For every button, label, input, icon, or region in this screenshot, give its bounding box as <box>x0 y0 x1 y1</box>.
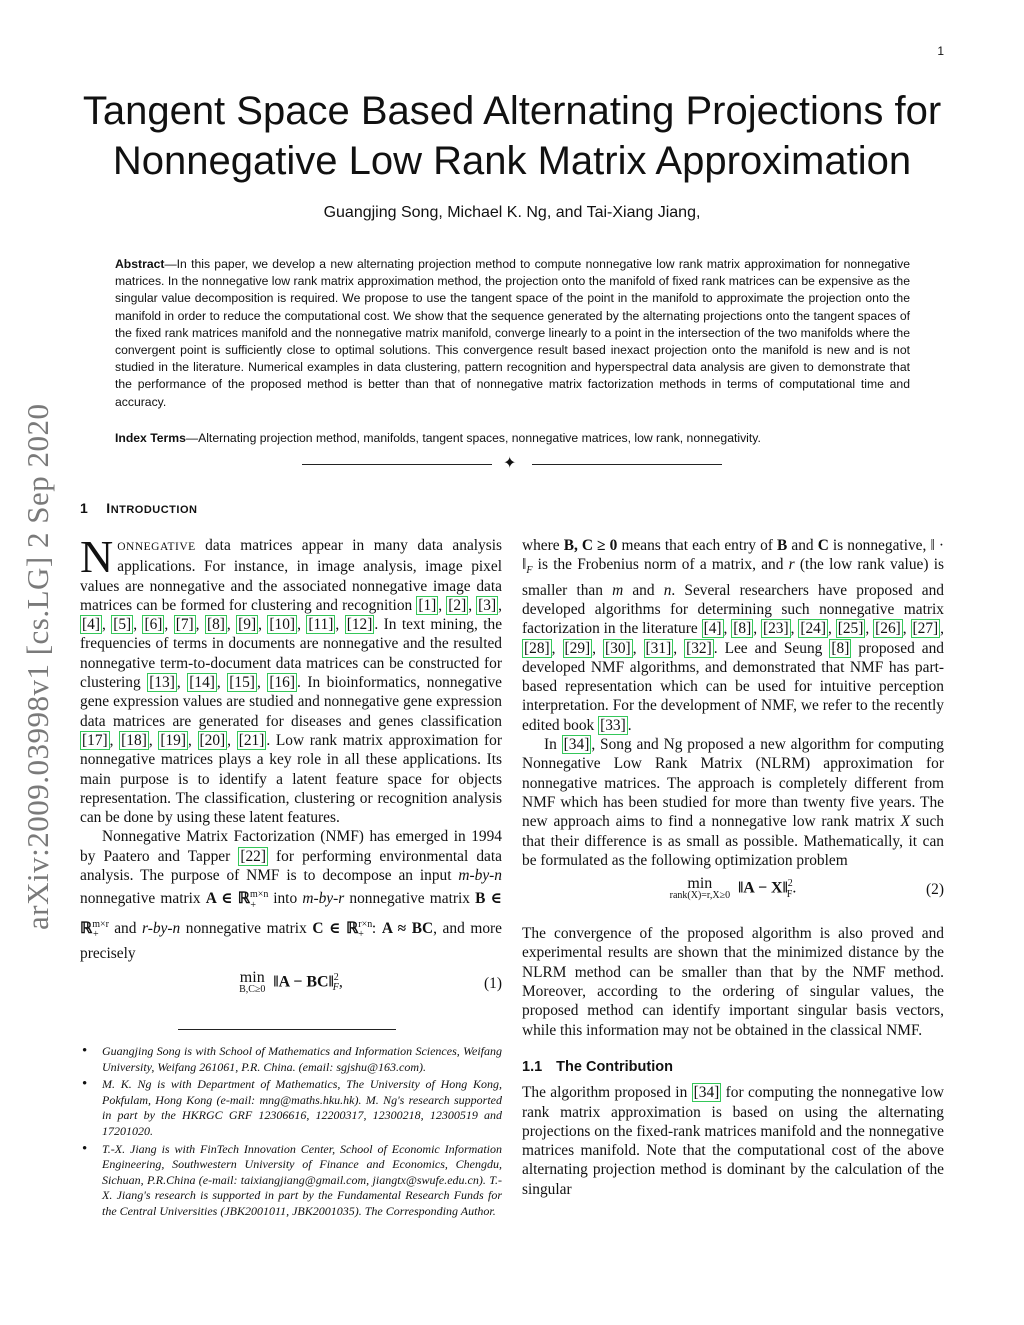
sep: , <box>438 596 447 614</box>
citation-link[interactable]: [20] <box>199 731 226 749</box>
right-paragraph-4 <box>522 1083 944 1199</box>
equation-1-body <box>80 968 502 998</box>
citation-link[interactable]: [6] <box>144 616 163 634</box>
sep: , <box>865 620 874 638</box>
citation-link[interactable]: [4] <box>703 620 722 638</box>
subsection-heading-contribution <box>522 1058 944 1077</box>
left-column <box>80 531 503 1018</box>
citation-link[interactable]: [29] <box>564 639 591 657</box>
text-run: and <box>787 537 818 554</box>
abstract <box>115 256 910 411</box>
footnote-item: • Guangjing Song is with School of Mathematics and Information Sciences, Weifang University, Weifang 261061, P.R. China. (email: sgjshu@163.com). <box>102 1044 502 1075</box>
sep: , <box>673 639 685 657</box>
math-inline: ‖ · ‖ <box>522 537 944 574</box>
text-run: proposed and developed NMF algorithms, and demonstrated that NMF has part-based representation which can be used for intuitive perception interpretation. For the development of NMF, we refer to the recently edited book <box>522 639 944 734</box>
drop-cap: N <box>80 531 114 582</box>
abstract-label: Abstract <box>115 257 165 271</box>
sep: , <box>109 731 120 749</box>
math-inline: B, C ≥ 0 <box>563 537 618 554</box>
equation-2-body <box>522 874 944 904</box>
sep: , <box>226 616 237 634</box>
page-number: 1 <box>937 44 944 58</box>
text-run: nonnegative matrix <box>80 890 206 908</box>
math-sub: F <box>526 565 533 577</box>
text-run: . In text mining, the frequencies of terms in documents are nonnegative and the resulted nonnegative term-to-document data matrices can be constructed for clustering <box>80 616 503 692</box>
text-run: into <box>268 890 303 908</box>
equation-2-norm: ‖A − X‖ <box>738 879 788 897</box>
math-inline: C ∈ ℝ <box>312 919 359 937</box>
citation-link[interactable]: [8] <box>831 639 850 657</box>
sep: , <box>632 639 644 657</box>
citation-link[interactable]: [15] <box>229 674 255 692</box>
text-run: and <box>108 919 143 937</box>
footnote-item: • T.-X. Jiang is with FinTech Innovation Center, School of Economic Information Engineering, Southwestern University of Finance and Economics, Chengdu, Sichuan, P.R.China (e-mail: taixiangjiang@gmail.com, jiangtx@swufe.edu.cn). T.-X. Jiang's research is supported in part by the Fundamental Research Funds for the Central Universities (JBK2001011, JBK2001035). The Corresponding Author. <box>102 1142 502 1220</box>
citation-link[interactable]: [12] <box>346 616 373 634</box>
citation-link[interactable]: [4] <box>82 616 100 634</box>
sep: , <box>101 616 112 634</box>
citation-link[interactable]: [17] <box>82 731 108 749</box>
math-sup: 2 <box>787 878 793 890</box>
text-run: and <box>623 581 664 599</box>
citation-link[interactable]: [31] <box>645 639 672 657</box>
citation-link[interactable]: [10] <box>269 616 296 634</box>
citation-link[interactable]: [9] <box>238 616 257 634</box>
citation-link[interactable]: [7] <box>175 616 194 634</box>
sep: , <box>828 620 836 638</box>
citation-link[interactable]: [13] <box>149 674 175 692</box>
math-inline: A ∈ ℝ <box>205 890 250 908</box>
section-title-rest: NTRODUCTION <box>110 504 198 516</box>
citation-link[interactable]: [21] <box>238 731 265 749</box>
text-run: for computing the nonnegative low rank matrix approximation is based on using the alternating projections on the fixed-rank matrices manifold and the nonnegative matrices manifold. Note that the computational cost of the above alternating projection method is dominant by the calculation of the singular <box>522 1084 944 1198</box>
min-subscript: B,C≥0 <box>239 983 266 995</box>
text-run: is the Frobenius norm of a matrix, and <box>532 556 789 574</box>
sep: , <box>176 674 188 692</box>
sep: , <box>940 620 945 638</box>
sep: , <box>256 674 268 692</box>
equation-1-number: (1) <box>484 974 502 992</box>
sep: , <box>216 674 228 692</box>
math-inline: C <box>817 537 829 554</box>
equation-1-min <box>239 968 265 995</box>
math-inline: r <box>788 556 795 574</box>
min-operator: min <box>687 875 713 893</box>
math-inline: n <box>663 581 672 599</box>
sep: , <box>498 596 502 614</box>
arxiv-stamp: arXiv:2009.03998v1 [cs.LG] 2 Sep 2020 <box>20 403 55 930</box>
text-run: such that their difference is as small as possible. Mathematically, it can be formulated as the following optimization problem <box>522 813 944 869</box>
index-terms-text: —Alternating projection method, manifolds, tangent spaces, nonnegative matrices, low rank, nonnegativity. <box>185 431 761 445</box>
text-run: nonnegative matrix <box>344 890 476 908</box>
citation-link[interactable]: [27] <box>912 620 939 638</box>
footnotes <box>80 1044 502 1222</box>
min-subscript: rank(X)=r,X≥0 <box>669 890 731 902</box>
sep: , <box>551 639 563 657</box>
text-run: , Song and Ng proposed a new algorithm for computing Nonnegative Low Rank Matrix (NLRM) approximation for nonnegative matrices. The approach is completely different from NMF which has been studied for more than twenty five years. The new approach aims to find a nonnegative low rank matrix <box>522 736 944 831</box>
math-inline: B <box>777 537 788 554</box>
footnote-rule <box>178 1029 396 1030</box>
text-run: . Several researchers have proposed and developed algorithms for determining such nonnegative matrix factorization in the literature <box>522 581 944 638</box>
title-line-1: Tangent Space Based Alternating Projections for <box>82 89 942 133</box>
text-run: , and more precisely <box>80 919 503 963</box>
text-run: (the low rank value) is smaller than <box>522 556 944 599</box>
text-run: where <box>522 537 564 554</box>
text-run: is nonnegative, <box>828 537 931 554</box>
subsection-title: The Contribution <box>556 1058 673 1075</box>
equation-2 <box>522 874 944 918</box>
text-run: : <box>371 919 382 937</box>
authors: Guangjing Song, Michael K. Ng, and Tai-Xiang Jiang, <box>323 204 701 221</box>
sep: , <box>188 731 198 749</box>
citation-link[interactable]: [8] <box>206 616 225 634</box>
text-run: . <box>792 879 797 897</box>
citation-link[interactable]: [11] <box>308 616 334 634</box>
divider-right-rule <box>532 464 722 465</box>
citation-link[interactable]: [25] <box>837 620 864 638</box>
citation-link[interactable]: [30] <box>605 639 631 657</box>
sep: , <box>723 620 732 638</box>
text-run: . Low rank matrix approximation for nonnegative matrices plays a key role in all these applications. Its main purpose is to identify a latent feature space for objects representation. The classification, clustering or recognition analysis can be done by using these latent features. <box>80 731 502 827</box>
math-sub: F <box>332 982 339 994</box>
citation-link[interactable]: [34] <box>563 736 590 754</box>
citation-link[interactable]: [26] <box>875 620 901 638</box>
citation-link[interactable]: [33] <box>600 716 626 734</box>
text-run: for performing environmental data analysis. The purpose of NMF is to decompose an input <box>80 847 502 885</box>
sep: , <box>753 620 761 638</box>
section-heading-introduction <box>80 500 197 516</box>
min-operator: min <box>239 968 265 986</box>
citation-link[interactable]: [1] <box>418 596 437 614</box>
math-inline: A ≈ BC <box>381 919 434 937</box>
sep: , <box>258 616 268 634</box>
math-inline: r-by-n <box>142 919 181 937</box>
citation-link[interactable]: [32] <box>686 639 712 657</box>
text-run: nonnegative matrix <box>180 919 313 937</box>
math-sub: + <box>92 929 99 941</box>
citation-link[interactable]: [19] <box>160 731 186 749</box>
citation-link[interactable]: [2] <box>448 596 467 614</box>
sep: , <box>592 639 604 657</box>
math-sub: + <box>358 929 364 941</box>
equation-2-min <box>670 874 730 901</box>
citation-link[interactable]: [23] <box>762 620 789 638</box>
sep: , <box>164 616 174 634</box>
math-sup: m×r <box>92 918 109 930</box>
citation-link[interactable]: [14] <box>189 674 215 692</box>
text-run: Nonnegative Matrix Factorization (NMF) has emerged in 1994 by Paatero and Tapper <box>80 828 502 865</box>
sep: , <box>468 596 477 614</box>
index-terms <box>115 430 910 447</box>
equation-1 <box>80 968 502 1012</box>
section-title-initial: I <box>106 500 111 516</box>
text-run: . Lee and Seung <box>713 639 830 657</box>
math-sup: 2 <box>333 971 339 983</box>
title-line-2: Nonnegative Low Rank Matrix Approximation <box>112 139 912 183</box>
sep: , <box>195 616 205 634</box>
citation-link[interactable]: [8] <box>733 620 752 638</box>
text-run: means that each entry of <box>617 537 777 554</box>
right-paragraph-2 <box>522 735 944 870</box>
divider-star-icon: ✦ <box>503 455 517 472</box>
text-run: In <box>544 736 562 754</box>
math-inline: m-by-n <box>458 867 502 885</box>
text-run: . In bioinformatics, nonnegative gene expression values are studied and nonnegative gene expression data matrices are generated for diseases and genes classification <box>80 674 503 730</box>
equation-2-number: (2) <box>926 881 944 899</box>
paper-title <box>0 86 1024 186</box>
text-run: data matrices appear in many data analysis applications. For instance, in image analysis, image pixel values are nonnegative and the associated nonnegative image data matrices can be formed for clustering and recognition <box>80 537 502 614</box>
math-sup: m×n <box>249 889 269 901</box>
citation-link[interactable]: [28] <box>524 639 550 657</box>
math-inline: m-by-r <box>302 890 345 908</box>
sep: , <box>133 616 143 634</box>
citation-link[interactable]: [16] <box>269 674 295 692</box>
citation-link[interactable]: [22] <box>240 847 266 865</box>
text-run: . <box>627 716 632 734</box>
text-run: , <box>338 972 343 990</box>
math-inline: X <box>900 813 910 831</box>
sep: , <box>297 616 307 634</box>
right-paragraph-3: The convergence of the proposed algorithm is also proved and experimental results are shown that the minimized distance by the NLRM method can be smaller than that by the NMF method. Moreover, according to the ordering of singular values, the proposed method can identify important singular basis vectors, while this information may not be obtained in the classical NMF. <box>522 925 944 1039</box>
footnote-item: • M. K. Ng is with Department of Mathematics, The University of Hong Kong, Pokfulam, Hong Kong (e-mail: mng@maths.hku.hk). M. Ng's research supported in part by the HKRGC GRF 12306616, 12200317, 12300218, 12300519 and 17201020. <box>102 1077 502 1139</box>
intro-paragraph-1 <box>80 531 503 827</box>
right-paragraph-1 <box>522 536 944 735</box>
math-sub: F <box>786 888 793 900</box>
citation-link[interactable]: [24] <box>800 620 826 638</box>
math-sup: r×n <box>358 918 373 930</box>
citation-link[interactable]: [3] <box>478 596 497 614</box>
math-inline: m <box>612 581 624 599</box>
sep: , <box>790 620 799 638</box>
citation-link[interactable]: [18] <box>121 731 147 749</box>
text-run: The algorithm proposed in <box>522 1084 692 1102</box>
subsection-number: 1.1 <box>522 1058 543 1075</box>
citation-link[interactable]: [34] <box>693 1084 720 1102</box>
smallcaps-lead: ONNEGATIVE <box>117 541 196 553</box>
abstract-text: —In this paper, we develop a new alternating projection method to compute nonnegative low rank matrix approximation for nonnegative matrices. In the nonnegative low rank matrix approximation method, the projection onto the manifold of fixed rank matrices can be expensive as the singular value decomposition is required. We propose to use the tangent space of the point in the manifold to approximate the projection onto the manifold in order to reduce the computational cost. We show that the sequence generated by the alternating projections onto the tangent spaces of the fixed rank matrices manifold and the nonnegative matrix manifold, converge linearly to a point in the intersection of the two manifolds where the convergent point is sufficiently close to optimal solutions. This convergence result based inexact projection onto the manifold is new and is not studied in the literature. Numerical examples in data clustering, pattern recognition and hyperspectral data analysis are given to demonstrate that the performance of the proposed method is better than that of nonnegative matrix factorization methods in terms of computational time and accuracy. <box>115 257 910 409</box>
index-terms-label: Index Terms <box>115 431 186 445</box>
math-inline: B ∈ ℝ <box>80 890 503 937</box>
sep: , <box>227 731 237 749</box>
sep: , <box>902 620 911 638</box>
section-number: 1 <box>80 500 89 516</box>
sep: , <box>148 731 159 749</box>
intro-paragraph-2 <box>80 827 502 963</box>
divider-left-rule <box>302 464 492 465</box>
right-column <box>522 536 944 1199</box>
equation-1-norm: ‖A − BC‖ <box>273 972 334 990</box>
sep: , <box>335 616 345 634</box>
math-sub: + <box>250 899 257 911</box>
citation-link[interactable]: [5] <box>113 616 132 634</box>
